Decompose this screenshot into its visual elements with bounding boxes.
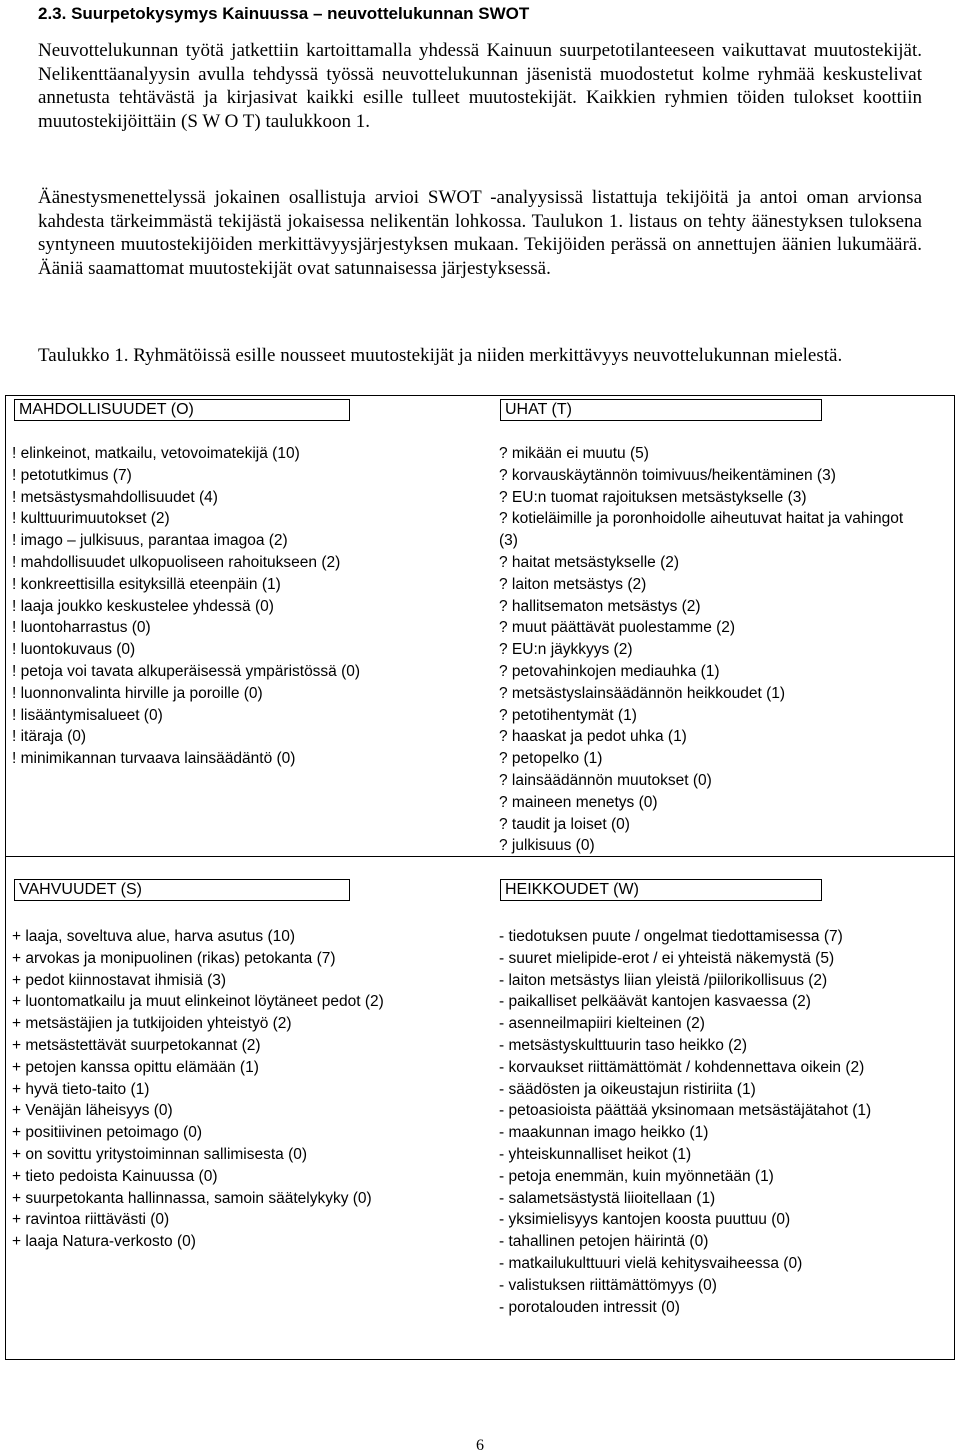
list-item: ! luonnonvalinta hirville ja poroille (0) [12, 684, 263, 702]
list-item: ? petovahinkojen mediauhka (1) [499, 662, 720, 680]
list-item: - salametsästystä liioitellaan (1) [499, 1189, 716, 1207]
list-item: ! minimikannan turvaava lainsäädäntö (0) [12, 750, 296, 768]
threats-title: UHAT (T) [500, 399, 822, 421]
list-item: ? mikään ei muutu (5) [499, 445, 649, 462]
list-item: ! petoja voi tavata alkuperäisessä ympäristössä (0) [12, 662, 361, 680]
threats-list [499, 443, 939, 857]
list-item: + arvokas ja monipuolinen (rikas) petokanta (7) [12, 949, 336, 967]
list-item: ! lisääntymisalueet (0) [12, 706, 163, 724]
list-item: - porotalouden intressit (0) [499, 1298, 680, 1316]
opportunities-title: MAHDOLLISUUDET (O) [14, 399, 350, 421]
list-item: - tahallinen petojen häirintä (0) [499, 1233, 709, 1251]
list-item: ! kulttuurimuutokset (2) [12, 510, 170, 528]
list-item: - asenneilmapiiri kielteinen (2) [499, 1015, 705, 1033]
list-item: ! petotutkimus (7) [12, 466, 132, 484]
voting-paragraph: Äänestysmenettelyssä jokainen osallistuja arvioi SWOT -analyysissä listattuja tekijöitä ja antoi oman arvionsa kahdesta tärkeimmästä tekijästä jokaisessa nelikentän lohkossa. Taulukon 1. listaus on tehty äänestyksen tuloksena syntyneen muutostekijöiden merkittävyysjärjestyksen mukaan. Tekijöiden perässä on annettujen äänien lukumäärä. Ääniä saamattomat muutostekijät ovat satunnaisessa järjestyksessä. [38, 187, 922, 279]
list-item: ! luontokuvaus (0) [12, 641, 136, 659]
list-item: - tiedotuksen puute / ongelmat tiedottamisessa (7) [499, 928, 843, 945]
list-item: ? laiton metsästys (2) [499, 575, 647, 593]
list-item: + tieto pedoista Kainuussa (0) [12, 1167, 218, 1185]
list-item: ? EU:n jäykkyys (2) [499, 641, 633, 659]
list-item: + laaja, soveltuva alue, harva asutus (10) [12, 928, 296, 945]
list-item: + metsästäjien ja tutkijoiden yhteistyö (2) [12, 1015, 292, 1033]
list-item: ? petotihentymät (1) [499, 706, 637, 724]
list-item: + ravintoa riittävästi (0) [12, 1211, 170, 1229]
list-item: - suuret mielipide-erot / ei yhteistä näkemystä (5) [499, 949, 835, 967]
swot-table [5, 395, 955, 1360]
list-item: - laiton metsästys liian yleistä /piilorikollisuus (2) [499, 971, 828, 989]
list-item: ? korvauskäytännön toimivuus/heikentäminen (3) [499, 466, 836, 484]
list-item: - korvaukset riittämättömät / kohdennettava oikein (2) [499, 1058, 865, 1076]
list-item: ? julkisuus (0) [499, 837, 595, 855]
list-item: ? haaskat ja pedot uhka (1) [499, 728, 687, 746]
list-item: - petoasioista päättää yksinomaan metsästäjätahot (1) [499, 1102, 872, 1120]
strengths-list [12, 926, 482, 1253]
list-item: + positiivinen petoimago (0) [12, 1124, 202, 1142]
intro-paragraph: Neuvottelukunnan työtä jatkettiin kartoittamalla yhdessä Kainuun suurpetotilanteeseen vaikuttavat muutostekijät. Nelikenttäanalyysin avulla tehdyssä työssä neuvottelukunnan jäsenistä muodostetut kolme ryhmää keskustelivat annetusta tehtävästä ja kirjasivat kaikki esille tulleet muutostekijät. Kaikkien ryhmien töiden tulokset koottiin muutostekijöittäin (S W O T) taulukkoon 1. [38, 40, 922, 132]
list-item: ! metsästysmahdollisuudet (4) [12, 488, 218, 506]
list-item: - säädösten ja oikeustajun ristiriita (1) [499, 1080, 756, 1098]
list-item: ? EU:n tuomat rajoituksen metsästykselle (3) [499, 488, 807, 506]
list-item: ? metsästyslainsäädännön heikkoudet (1) [499, 684, 786, 702]
list-item: ! konkreettisilla esityksillä eteenpäin (1) [12, 575, 281, 593]
opportunities-list [12, 443, 482, 770]
list-item: ! luontoharrastus (0) [12, 619, 151, 637]
table-caption: Taulukko 1. Ryhmätöissä esille nousseet muutostekijät ja niiden merkittävyys neuvottelukunnan mielestä. [38, 345, 843, 366]
list-item: ! itäraja (0) [12, 728, 87, 746]
list-item: - metsästyskulttuurin taso heikko (2) [499, 1036, 748, 1054]
weaknesses-title: HEIKKOUDET (W) [500, 879, 822, 901]
list-item: + luontomatkailu ja muut elinkeinot löytäneet pedot (2) [12, 993, 384, 1011]
list-item: + suurpetokanta hallinnassa, samoin säätelykyky (0) [12, 1189, 372, 1207]
list-item: ? petopelko (1) [499, 750, 603, 768]
page-number: 6 [476, 1437, 484, 1454]
list-item: - paikalliset pelkäävät kantojen kasvaessa (2) [499, 993, 811, 1011]
list-item: + hyvä tieto-taito (1) [12, 1080, 150, 1098]
list-item: ! imago – julkisuus, parantaa imagoa (2) [12, 532, 288, 550]
list-item: ? haitat metsästykselle (2) [499, 553, 680, 571]
list-item: - maakunnan imago heikko (1) [499, 1124, 709, 1142]
list-item: + Venäjän läheisyys (0) [12, 1102, 173, 1120]
list-item: ! laaja joukko keskustelee yhdessä (0) [12, 597, 274, 615]
list-item: + pedot kiinnostavat ihmisiä (3) [12, 971, 227, 989]
list-item: + petojen kanssa opittu elämään (1) [12, 1058, 259, 1076]
list-item: - valistuksen riittämättömyys (0) [499, 1276, 717, 1294]
list-item: ? lainsäädännön muutokset (0) [499, 771, 712, 789]
list-item: + on sovittu yritystoiminnan sallimisesta (0) [12, 1145, 308, 1163]
list-item: ? muut päättävät puolestamme (2) [499, 619, 736, 637]
section-heading: 2.3. Suurpetokysymys Kainuussa – neuvottelukunnan SWOT [38, 4, 530, 23]
list-item: - yhteiskunnalliset heikot (1) [499, 1145, 692, 1163]
list-item: - petoja enemmän, kuin myönnetään (1) [499, 1167, 774, 1185]
weaknesses-list [499, 926, 939, 1318]
list-item: - yksimielisyys kantojen koosta puuttuu (0) [499, 1211, 791, 1229]
list-item: ? maineen menetys (0) [499, 793, 658, 811]
list-item: - matkailukulttuuri vielä kehitysvaiheessa (0) [499, 1254, 803, 1272]
list-item: ! elinkeinot, matkailu, vetovoimatekijä (10) [12, 445, 300, 462]
list-item: ? hallitsematon metsästys (2) [499, 597, 701, 615]
list-item: ? kotieläimille ja poronhoidolle aiheutuvat haitat ja vahingot (3) [499, 510, 904, 550]
strengths-title: VAHVUUDET (S) [14, 879, 350, 901]
list-item: + metsästettävät suurpetokannat (2) [12, 1036, 261, 1054]
list-item: + laaja Natura-verkosto (0) [12, 1233, 196, 1251]
list-item: ! mahdollisuudet ulkopuoliseen rahoitukseen (2) [12, 553, 341, 571]
list-item: ? taudit ja loiset (0) [499, 815, 630, 833]
